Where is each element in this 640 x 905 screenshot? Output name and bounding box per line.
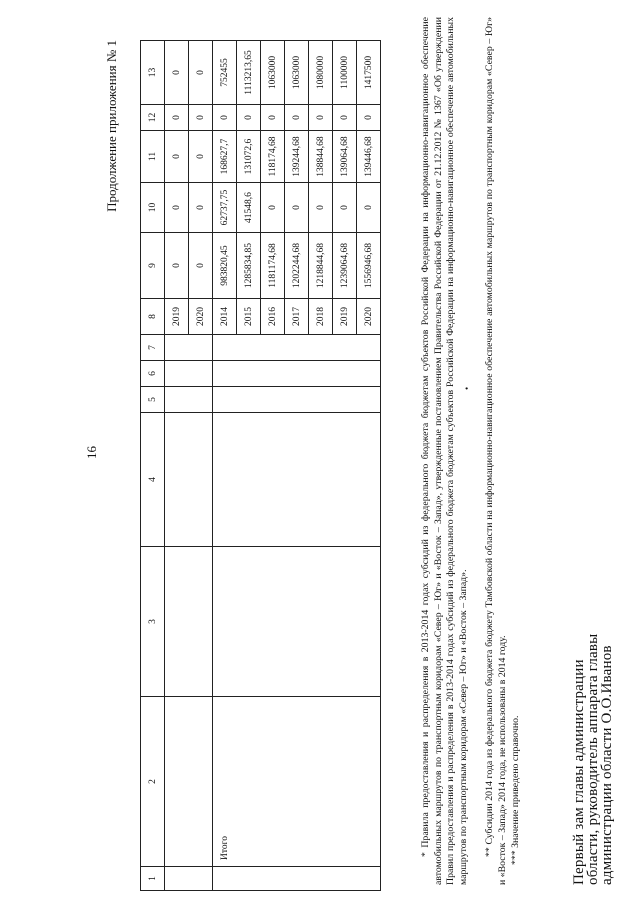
footnote-3: *** Значение приведено справочно. [510,715,521,865]
table-cell: 0 [189,131,213,183]
table-cell: 0 [309,183,333,233]
table-cell: 139244,68 [285,131,309,183]
table-cell: 0 [165,233,189,299]
year-cell: 2017 [285,299,309,335]
table-cell [189,361,213,387]
header-cell: 6 [141,361,165,387]
table-cell [213,547,381,697]
table-cell: 131072,6 [237,131,261,183]
table-cell: 1218844,68 [309,233,333,299]
table-cell: 0 [189,105,213,131]
table-cell: 1100000 [333,41,357,105]
table-cell: 1417500 [357,41,381,105]
table-cell: 0 [165,131,189,183]
header-cell: 4 [141,413,165,547]
table-cell: 0 [189,183,213,233]
table-cell: 1063000 [285,41,309,105]
table-cell: 752455 [213,41,237,105]
header-cell: 7 [141,335,165,361]
year-cell: 2015 [237,299,261,335]
table-cell [237,697,381,867]
table-cell: 1063000 [261,41,285,105]
year-cell: 2018 [309,299,333,335]
header-cell: 1 [141,867,165,891]
table-cell: 0 [165,105,189,131]
header-cell: 5 [141,387,165,413]
header-cell: 9 [141,233,165,299]
table-cell: 0 [261,183,285,233]
table-cell: 0 [285,183,309,233]
table-cell: 1556946,68 [357,233,381,299]
table-cell [189,697,213,867]
header-cell: 10 [141,183,165,233]
table-cell [165,547,189,697]
page-number: 16 [84,446,99,459]
table-cell: 139446,68 [357,131,381,183]
table-cell: 1080000 [309,41,333,105]
table-cell [189,413,213,547]
table-cell [165,697,189,867]
table-cell: 0 [189,41,213,105]
table-cell: 1239064,68 [333,233,357,299]
table-cell: 0 [357,183,381,233]
table-cell: 1285834,85 [237,233,261,299]
table-cell: 0 [285,105,309,131]
table-cell [165,361,189,387]
table-cell: 0 [189,233,213,299]
total-row [213,41,237,891]
header-cell: 3 [141,547,165,697]
year-cell: 2016 [261,299,285,335]
header-row [141,41,165,891]
table-cell [189,335,213,361]
table-cell: 1202244,68 [285,233,309,299]
header-cell: 2 [141,697,165,867]
table-cell [189,387,213,413]
stray-mark: • [462,386,472,390]
header-cell: 11 [141,131,165,183]
table-cell: 0 [357,105,381,131]
table-cell: 0 [165,183,189,233]
table-cell: 1181174,68 [261,233,285,299]
table-cell [189,867,213,891]
header-cell: 12 [141,105,165,131]
table-cell [165,335,189,361]
footnote-2: ** Субсидии 2014 года из федерального бюджета бюджету Тамбовской области на информационно-навигационное обеспечение автомобильных маршрутов по транспортным коридорам «Север – Юг» и «Восток – Запад» 2014 года, не использованы в 2014 году. [484,17,508,885]
table-cell: 0 [213,105,237,131]
table-cell: 0 [333,183,357,233]
table-cell: 983820,45 [213,233,237,299]
table-cell: 138844,68 [309,131,333,183]
year-cell: 2019 [333,299,357,335]
table-row [189,41,213,891]
table-cell: 0 [237,105,261,131]
table-cell: 0 [333,105,357,131]
table-cell: 0 [309,105,333,131]
table-cell [165,387,189,413]
signature-line-1: Первый зам главы администрации [571,659,587,885]
appendix-title: Продолжение приложения № 1 [104,40,119,212]
table-cell [213,335,381,361]
year-cell: 2014 [213,299,237,335]
table-cell: 168627,7 [213,131,237,183]
year-cell: 2020 [189,299,213,335]
table-cell [213,867,381,891]
table-cell [165,867,189,891]
footnote-1: * Правила предоставления и распределения в 2013-2014 годах субсидий из федерального бюджета бюджетам субъектов Российской Федерации на информационно-навигационное обеспечение автомобильных маршрутов по транспортным коридорам «Север – Юг» и «Восток – Запад», утвержденные постановлением Правительства Российской Федерации от 21.12.2012 № 1367 «Об утверждении Правил предоставления и распределения в 2013-2014 годах субсидий из федерального бюджета бюджетам субъектов Российской Федерации на информационно-навигационное обеспечение автомобильных маршрутов по транспортным коридорам «Север – Юг» и «Восток – Запад». [420,17,469,885]
signature-line-3: администрации области О.О.Иванов [599,645,615,885]
total-label: Итого [213,697,237,867]
table-cell: 1113213,65 [237,41,261,105]
header-cell: 13 [141,41,165,105]
table-cell [213,413,381,547]
year-cell: 2020 [357,299,381,335]
table-cell: 118174,68 [261,131,285,183]
signature-line-2: области, руководитель аппарата главы [585,633,601,885]
table-cell [213,361,381,387]
header-cell: 8 [141,299,165,335]
table-cell: 0 [261,105,285,131]
table-cell: 139064,68 [333,131,357,183]
table-cell: 41548,6 [237,183,261,233]
table-cell [165,413,189,547]
table-row [165,41,189,891]
table-cell: 0 [165,41,189,105]
table-cell [189,547,213,697]
data-table [140,40,381,891]
table-cell [213,387,381,413]
table-cell: 62737,75 [213,183,237,233]
year-cell: 2019 [165,299,189,335]
